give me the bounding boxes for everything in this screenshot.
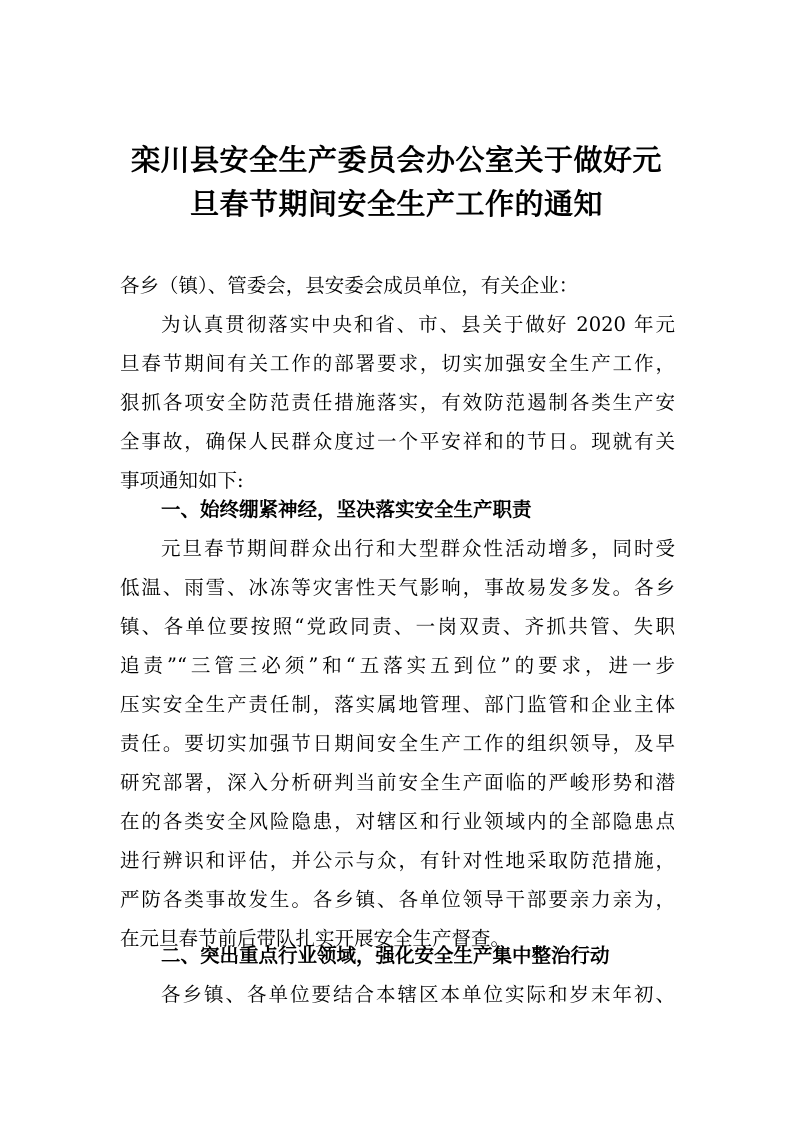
- intro-line: 狠抓各项安全防范责任措施落实，有效防范遏制各类生产安: [120, 391, 675, 414]
- section-1-line: 低温、雨雪、冰冻等灾害性天气影响，事故易发多发。各乡: [120, 576, 675, 599]
- salutation: 各乡（镇）、管委会，县安委会成员单位，有关企业：: [120, 274, 579, 297]
- intro-line: 旦春节期间有关工作的部署要求，切实加强安全生产工作，: [120, 352, 675, 375]
- section-2-line: 各乡镇、各单位要结合本辖区本单位实际和岁末年初、: [161, 983, 675, 1006]
- section-1-line: 责任。要切实加强节日期间安全生产工作的组织领导，及早: [120, 732, 675, 755]
- document-title-line-1: 栾川县安全生产委员会办公室关于做好元: [130, 143, 662, 177]
- section-1-line: 追责”“三管三必须”和“五落实五到位”的要求，进一步: [120, 654, 675, 677]
- intro-line: 为认真贯彻落实中央和省、市、县关于做好 2020 年元: [161, 313, 675, 336]
- section-1-line: 在元旦春节前后带队扎实开展安全生产督查。: [120, 927, 511, 950]
- section-1-line: 元旦春节期间群众出行和大型群众性活动增多，同时受: [161, 537, 675, 560]
- intro-line: 全事故，确保人民群众度过一个平安祥和的节日。现就有关: [120, 430, 675, 453]
- section-1-line: 在的各类安全风险隐患，对辖区和行业领域内的全部隐患点: [120, 810, 675, 833]
- intro-line: 事项通知如下:: [120, 469, 244, 492]
- section-1-line: 进行辨识和评估，并公示与众，有针对性地采取防范措施，: [120, 849, 675, 872]
- section-heading-2: 二、突出重点行业领域，强化安全生产集中整治行动: [161, 944, 610, 967]
- section-1-line: 压实安全生产责任制，落实属地管理、部门监管和企业主体: [120, 693, 675, 716]
- document-title-line-2: 旦春节期间安全生产工作的通知: [189, 187, 603, 221]
- section-heading-1: 一、始终绷紧神经，坚决落实安全生产职责: [161, 498, 532, 521]
- section-1-line: 研究部署，深入分析研判当前安全生产面临的严峻形势和潜: [120, 771, 675, 794]
- section-1-line: 严防各类事故发生。各乡镇、各单位领导干部要亲力亲为，: [120, 888, 675, 911]
- section-1-line: 镇、各单位要按照“党政同责、一岗双责、齐抓共管、失职: [120, 615, 675, 638]
